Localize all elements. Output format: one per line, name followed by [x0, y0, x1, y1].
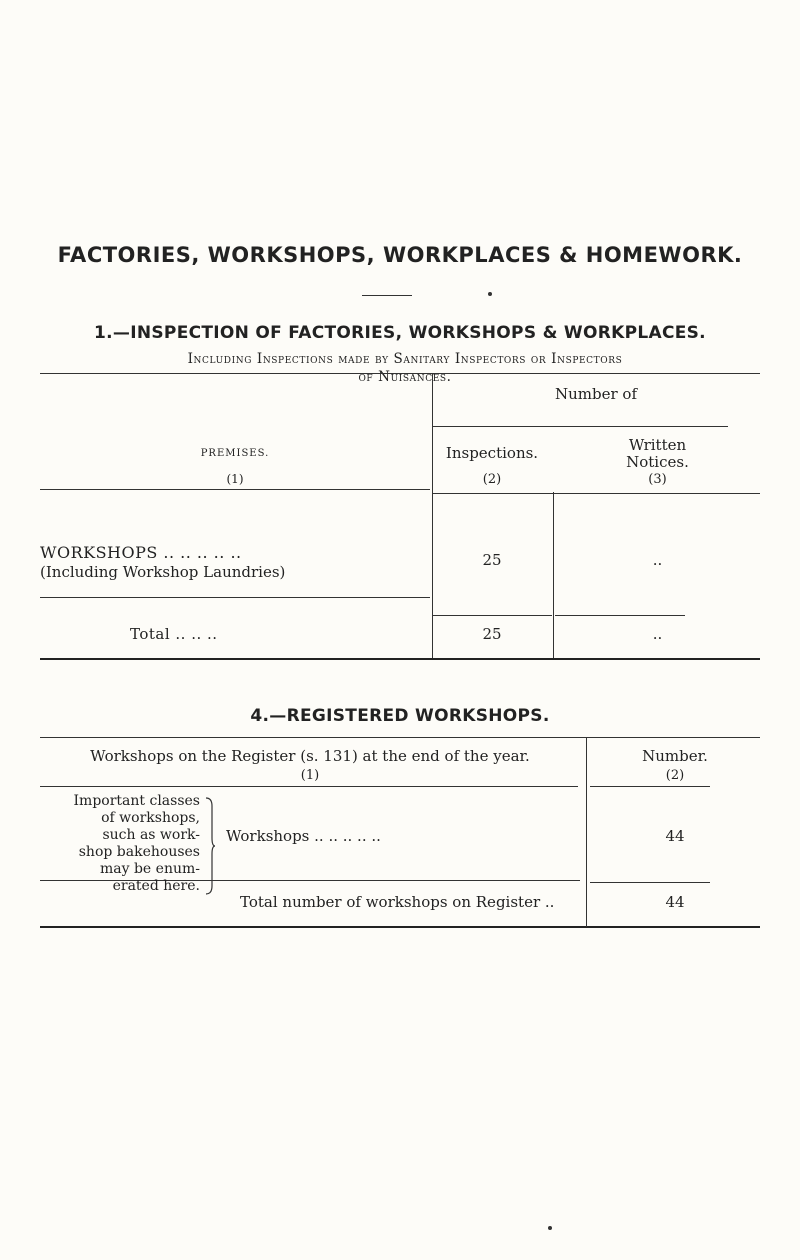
table-rule	[590, 786, 710, 787]
premises-header: PREMISES.	[200, 448, 270, 459]
number-col-num: (2)	[665, 768, 685, 783]
workshops-row-note: (Including Workshop Laundries)	[40, 563, 286, 581]
section1-subtitle	[60, 350, 750, 386]
notices-header-line1: Written	[628, 436, 687, 454]
total-workshops-label: Total number of workshops on Register ..	[240, 893, 555, 911]
table-rule	[590, 882, 710, 883]
workshops-row-label: Workshops .. .. .. .. ..	[226, 827, 381, 845]
table-rule	[40, 489, 430, 490]
section1-title: 1.—INSPECTION OF FACTORIES, WORKSHOPS & WORKPLACES.	[94, 323, 706, 343]
section1-subtitle-line1: Including Inspections made by Sanitary Inspectors or Inspectors	[187, 351, 623, 367]
table-rule	[40, 597, 430, 598]
workshops-notices-value: ..	[652, 551, 663, 569]
important-classes-note	[55, 793, 200, 895]
table-rule	[555, 615, 685, 616]
table-rule	[40, 658, 760, 660]
workshops-row-value: 44	[665, 827, 685, 845]
total-notices-value: ..	[652, 625, 663, 643]
note-line: of workshops,	[101, 810, 200, 826]
table-rule	[432, 615, 552, 616]
inspections-col-num: (2)	[482, 472, 502, 487]
table-rule	[40, 737, 760, 738]
notices-col-num: (3)	[648, 472, 667, 487]
note-line: shop bakehouses	[78, 844, 200, 860]
title-rule	[362, 295, 412, 296]
number-of-header: Number of	[554, 385, 637, 403]
note-line: may be enum-	[99, 861, 200, 877]
table-rule	[432, 426, 728, 427]
workshops-inspections-value: 25	[482, 551, 502, 569]
note-line: such as work-	[102, 827, 200, 843]
page-title: FACTORIES, WORKSHOPS, WORKPLACES & HOMEWORK.	[57, 243, 743, 267]
number-header: Number.	[642, 747, 708, 765]
ink-dot	[548, 1226, 552, 1230]
table-rule	[40, 786, 578, 787]
table-rule	[40, 373, 760, 374]
note-line: erated here.	[112, 878, 200, 894]
brace-icon	[204, 796, 216, 896]
workshops-register-header: Workshops on the Register (s. 131) at the end of the year.	[90, 747, 530, 765]
table-rule	[432, 374, 433, 658]
ink-dot	[488, 292, 492, 296]
total-workshops-value: 44	[665, 893, 685, 911]
section1-subtitle-line2: of Nuisances.	[358, 369, 452, 385]
table-rule	[432, 493, 760, 494]
notices-header	[555, 437, 760, 488]
table-rule	[586, 737, 587, 927]
table-rule	[553, 492, 554, 658]
inspections-header: Inspections.	[445, 444, 539, 462]
workshops-register-col-num: (1)	[300, 768, 320, 783]
total-inspections-value: 25	[482, 625, 502, 643]
notices-header-line2: Notices.	[626, 453, 689, 471]
premises-col-num: (1)	[226, 472, 244, 486]
note-line: Important classes	[73, 793, 200, 809]
table-rule	[40, 926, 760, 928]
section4-title: 4.—REGISTERED WORKSHOPS.	[250, 706, 550, 726]
workshops-row-label: WORKSHOPS .. .. .. .. ..	[40, 543, 242, 562]
total-label: Total .. .. ..	[130, 625, 218, 643]
